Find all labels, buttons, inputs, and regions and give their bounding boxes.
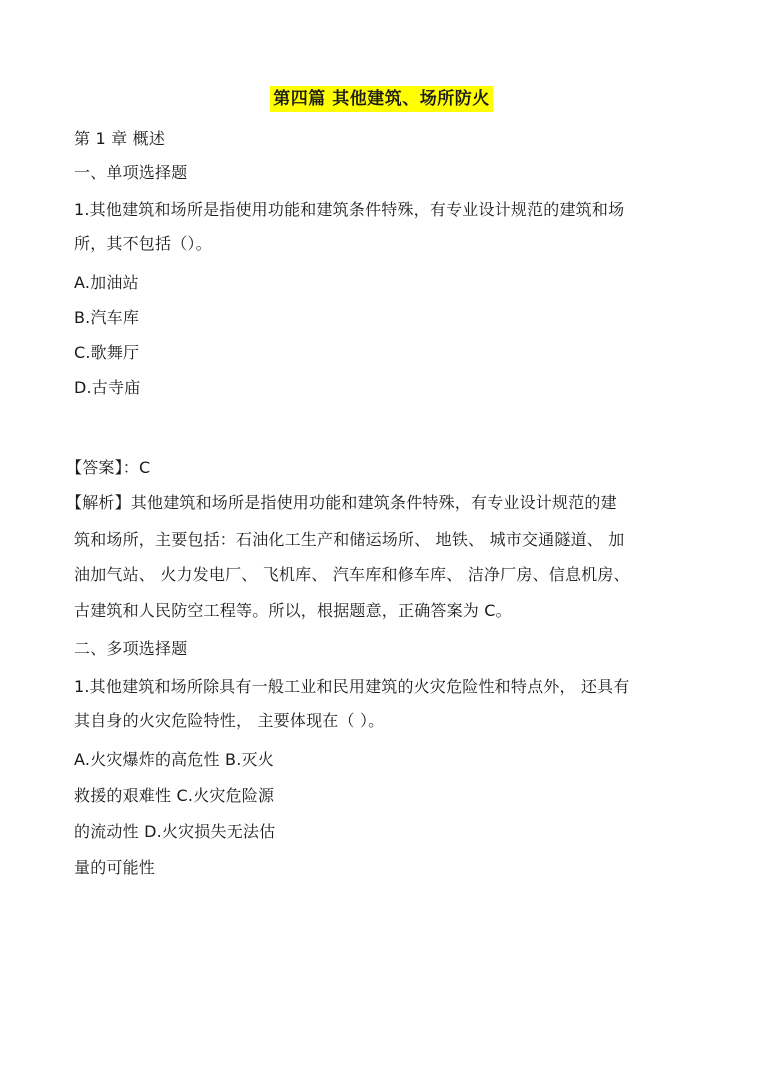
analysis-line-2: 筑和场所，主要包括：石油化工生产和储运场所、 地铁、 城市交通隧道、 加 [74,530,625,549]
single-choice-heading: 一、单项选择题 [74,163,188,182]
answer-label: 【答案】：C [66,458,151,477]
multi-choice-heading: 二、多项选择题 [74,639,188,658]
multi-question-line-2: 其自身的火灾危险特性， 主要体现在（ ）。 [74,711,385,730]
title-container [0,86,763,112]
single-option-c: C.歌舞厅 [74,343,140,362]
multi-options-line-1: A.火灾爆炸的高危性 B.灭火 [74,750,274,769]
single-option-a: A.加油站 [74,273,139,292]
chapter-heading: 第 1 章 概述 [74,129,166,148]
single-option-b: B.汽车库 [74,308,140,327]
multi-options-line-3: 的流动性 D.火灾损失无法估 [74,822,276,841]
single-option-d: D.古寺庙 [74,378,141,397]
single-question-line-2: 所，其不包括（）。 [74,234,212,253]
multi-question-line-1: 1.其他建筑和场所除具有一般工业和民用建筑的火灾危险性和特点外， 还具有 [74,677,630,696]
multi-options-line-2: 救援的艰难性 C.火灾危险源 [74,786,275,805]
analysis-line-3: 油加气站、 火力发电厂、 飞机库、 汽车库和修车库、 洁净厂房、信息机房、 [74,565,630,584]
multi-options-line-4: 量的可能性 [74,858,156,877]
single-question-line-1: 1.其他建筑和场所是指使用功能和建筑条件特殊，有专业设计规范的建筑和场 [74,200,625,219]
analysis-line-4: 古建筑和人民防空工程等。所以，根据题意，正确答案为 C。 [74,601,512,620]
analysis-line-1: 【解析】其他建筑和场所是指使用功能和建筑条件特殊，有专业设计规范的建 [66,493,617,512]
part-title: 第四篇 其他建筑、场所防火 [270,86,492,112]
